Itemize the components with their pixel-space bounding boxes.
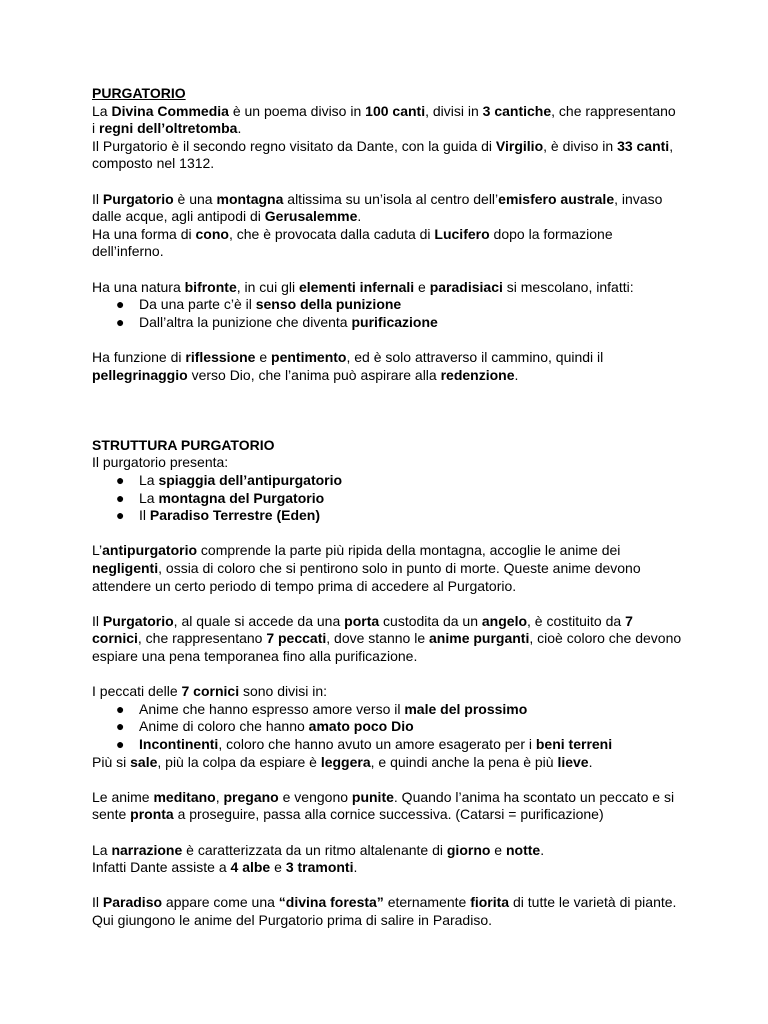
text: . bbox=[514, 366, 519, 383]
bold-text: cono bbox=[195, 225, 229, 242]
spacer bbox=[92, 261, 682, 279]
text: si mescolano, infatti: bbox=[502, 278, 634, 295]
spacer bbox=[92, 384, 682, 437]
spacer bbox=[92, 331, 682, 349]
text: Il bbox=[139, 507, 150, 524]
text: di tutte le varietà di piante. Qui giungono le anime del Purgatorio prima di salire in Paradiso. bbox=[92, 894, 677, 928]
bold-text: pentimento bbox=[271, 348, 347, 365]
list-item bbox=[92, 718, 682, 736]
bold-text: Purgatorio bbox=[102, 190, 174, 207]
text: Ha una natura bbox=[92, 278, 185, 295]
text: I peccati delle bbox=[92, 683, 182, 700]
bold-text: emisfero australe bbox=[498, 190, 615, 207]
document-title: PURGATORIO bbox=[92, 85, 186, 101]
text: Il bbox=[92, 612, 103, 629]
paragraph bbox=[92, 859, 682, 877]
bold-text: paradisiaci bbox=[429, 278, 503, 295]
text: Ha una forma di bbox=[92, 225, 196, 242]
text: . bbox=[357, 208, 362, 225]
bold-text: Divina Commedia bbox=[111, 102, 229, 119]
bold-text: antipurgatorio bbox=[102, 542, 198, 559]
bold-text: Purgatorio bbox=[102, 612, 174, 629]
bold-text: giorno bbox=[446, 841, 491, 858]
bold-text: pregano bbox=[223, 788, 279, 805]
text: . bbox=[540, 841, 545, 858]
paragraph bbox=[92, 542, 682, 595]
text: Infatti Dante assiste a bbox=[92, 859, 231, 876]
bold-text: senso della punizione bbox=[255, 296, 402, 313]
text: a proseguire, passa alla cornice successiva. (Catarsi = purificazione) bbox=[173, 806, 604, 823]
text: Dall’altra la punizione che diventa bbox=[139, 313, 352, 330]
bold-text: meditano bbox=[153, 788, 216, 805]
text: Il bbox=[92, 894, 103, 911]
bold-text: negligenti bbox=[92, 560, 159, 577]
bold-text: 4 albe bbox=[230, 859, 271, 876]
list-item bbox=[92, 701, 682, 719]
text: , che rappresentano bbox=[137, 630, 267, 647]
document-body bbox=[92, 85, 682, 930]
text: , è diviso in bbox=[543, 137, 618, 154]
paragraph bbox=[92, 226, 682, 261]
text: eternamente bbox=[383, 894, 471, 911]
bold-text: male del prossimo bbox=[404, 700, 528, 717]
text: Il bbox=[92, 190, 103, 207]
spacer bbox=[92, 666, 682, 684]
bold-text: 7 cornici bbox=[181, 683, 240, 700]
text: appare come una bbox=[162, 894, 279, 911]
list-item bbox=[92, 736, 682, 754]
spacer bbox=[92, 173, 682, 191]
spacer bbox=[92, 877, 682, 895]
bold-text: regni dell’oltretomba bbox=[99, 120, 238, 137]
bold-text: punite bbox=[351, 788, 394, 805]
bold-text: narrazione bbox=[111, 841, 183, 858]
text: , e quindi anche la pena è più bbox=[370, 753, 558, 770]
text: , bbox=[215, 788, 224, 805]
bullet-icon: ● bbox=[116, 735, 125, 752]
text: Da una parte c’è il bbox=[139, 296, 256, 313]
bold-text: 100 canti bbox=[365, 102, 426, 119]
text: , più la colpa da espiare è bbox=[157, 753, 321, 770]
paragraph bbox=[92, 842, 682, 860]
bullet-list bbox=[92, 296, 682, 331]
paragraph bbox=[92, 138, 682, 173]
bold-text: amato poco Dio bbox=[308, 718, 414, 735]
list-item bbox=[92, 296, 682, 314]
bold-text: 7 peccati bbox=[266, 630, 327, 647]
text: , divisi in bbox=[425, 102, 483, 119]
text: L’ bbox=[92, 542, 103, 559]
text: , al quale si accede da una bbox=[173, 612, 345, 629]
bold-text: pronta bbox=[130, 806, 174, 823]
bold-text: Paradiso bbox=[102, 894, 163, 911]
bullet-list bbox=[92, 472, 682, 525]
spacer bbox=[92, 771, 682, 789]
spacer bbox=[92, 525, 682, 543]
text: La bbox=[139, 489, 159, 506]
bold-text: montagna bbox=[216, 190, 284, 207]
text: La bbox=[92, 102, 112, 119]
list-item bbox=[92, 314, 682, 332]
paragraph bbox=[92, 683, 682, 701]
paragraph bbox=[92, 789, 682, 824]
section-heading: STRUTTURA PURGATORIO bbox=[92, 436, 275, 453]
bold-text: anime purganti bbox=[429, 630, 530, 647]
text: custodita da un bbox=[379, 612, 482, 629]
bold-text: redenzione bbox=[440, 366, 515, 383]
text: . bbox=[237, 120, 242, 137]
bold-text: Incontinenti bbox=[139, 735, 219, 752]
paragraph bbox=[92, 279, 682, 297]
bold-text: leggera bbox=[320, 753, 371, 770]
bold-text: porta bbox=[344, 612, 380, 629]
text: . Quando l’anima ha scontato un peccato e si sente bbox=[92, 788, 675, 823]
text: , coloro che hanno avuto un amore esagerato per i bbox=[218, 735, 536, 752]
bold-text: 7 cornici bbox=[92, 612, 633, 647]
bullet-list bbox=[92, 701, 682, 754]
text: . bbox=[353, 859, 358, 876]
bold-text: pellegrinaggio bbox=[92, 366, 188, 383]
text: e vengono bbox=[278, 788, 352, 805]
text: è una bbox=[173, 190, 217, 207]
paragraph bbox=[92, 454, 682, 472]
text: è caratterizzata da un ritmo altalenante di bbox=[182, 841, 447, 858]
bullet-icon: ● bbox=[116, 718, 125, 735]
text: , che rappresentano i bbox=[92, 102, 676, 137]
text: dopo la formazione dell’inferno. bbox=[92, 225, 613, 260]
text: sono divisi in: bbox=[239, 683, 328, 700]
bold-text: spiaggia dell’antipurgatorio bbox=[158, 472, 343, 489]
spacer bbox=[92, 824, 682, 842]
text: Le anime bbox=[92, 788, 154, 805]
bold-text: 33 canti bbox=[617, 137, 670, 154]
paragraph bbox=[92, 349, 682, 384]
text: Anime che hanno espresso amore verso il bbox=[139, 700, 405, 717]
text: altissima su un’isola al centro dell’ bbox=[283, 190, 499, 207]
paragraph bbox=[92, 191, 682, 226]
bold-text: angelo bbox=[481, 612, 528, 629]
paragraph bbox=[92, 894, 682, 929]
text: Il purgatorio presenta: bbox=[92, 454, 229, 471]
bold-text: Lucifero bbox=[434, 225, 490, 242]
text: verso Dio, che l’anima può aspirare alla bbox=[187, 366, 441, 383]
text: La bbox=[92, 841, 112, 858]
text: e bbox=[414, 278, 430, 295]
text: Ha funzione di bbox=[92, 348, 186, 365]
bullet-icon: ● bbox=[116, 472, 125, 489]
text: Anime di coloro che hanno bbox=[139, 718, 309, 735]
bold-text: beni terreni bbox=[535, 735, 613, 752]
bold-text: “divina foresta” bbox=[278, 894, 384, 911]
text: e bbox=[490, 841, 506, 858]
list-item bbox=[92, 507, 682, 525]
text: e bbox=[255, 348, 272, 365]
text: , è costituito da bbox=[527, 612, 626, 629]
bold-text: purificazione bbox=[351, 313, 438, 330]
text: , ossia di coloro che si pentirono solo in punto di morte. Queste anime devono attendere un certo periodo di tempo prima di accedere al Purgatorio. bbox=[92, 560, 641, 594]
bullet-icon: ● bbox=[116, 313, 125, 330]
text: e bbox=[270, 859, 286, 876]
bold-text: Gerusalemme bbox=[264, 208, 358, 225]
bold-text: montagna del Purgatorio bbox=[158, 489, 325, 506]
bold-text: 3 tramonti bbox=[285, 859, 354, 876]
paragraph bbox=[92, 103, 682, 138]
bold-text: Virgilio bbox=[495, 137, 544, 154]
bold-text: bifronte bbox=[184, 278, 237, 295]
bold-text: lieve bbox=[557, 753, 589, 770]
paragraph bbox=[92, 754, 682, 772]
bullet-icon: ● bbox=[116, 700, 125, 717]
spacer bbox=[92, 595, 682, 613]
bullet-icon: ● bbox=[116, 489, 125, 506]
list-item bbox=[92, 490, 682, 508]
text: , cioè coloro che devono espiare una pena temporanea fino alla purificazione. bbox=[92, 630, 682, 665]
bold-text: notte bbox=[506, 841, 541, 858]
text: , composto nel 1312. bbox=[92, 137, 674, 172]
text: Più si bbox=[92, 753, 131, 770]
text: . bbox=[588, 753, 593, 770]
text: , che è provocata dalla caduta di bbox=[228, 225, 435, 242]
text: Il Purgatorio è il secondo regno visitato da Dante, con la guida di bbox=[92, 137, 496, 154]
bold-text: riflessione bbox=[185, 348, 256, 365]
text: comprende la parte più ripida della montagna, accoglie le anime dei bbox=[197, 542, 621, 559]
bold-text: 3 cantiche bbox=[482, 102, 552, 119]
bold-text: Paradiso Terrestre (Eden) bbox=[149, 507, 321, 524]
bullet-icon: ● bbox=[116, 296, 125, 313]
list-item bbox=[92, 472, 682, 490]
text: La bbox=[139, 472, 159, 489]
text: , ed è solo attraverso il cammino, quindi il bbox=[346, 348, 604, 365]
bullet-icon: ● bbox=[116, 507, 125, 524]
paragraph bbox=[92, 613, 682, 666]
bold-text: sale bbox=[130, 753, 158, 770]
bold-text: elementi infernali bbox=[298, 278, 415, 295]
text: , in cui gli bbox=[236, 278, 299, 295]
bold-text: fiorita bbox=[470, 894, 510, 911]
text: , invaso dalle acque, agli antipodi di bbox=[92, 190, 663, 225]
text: , dove stanno le bbox=[326, 630, 430, 647]
text: è un poema diviso in bbox=[228, 102, 366, 119]
